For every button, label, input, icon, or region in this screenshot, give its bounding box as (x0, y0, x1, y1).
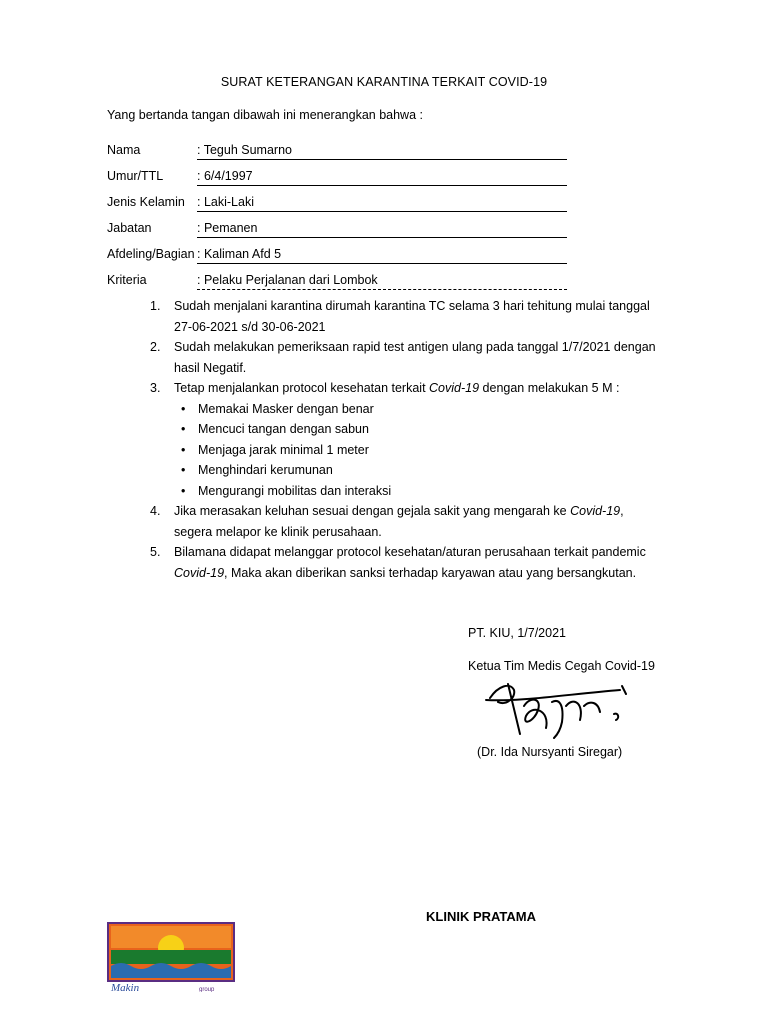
list-item (150, 501, 665, 542)
bullet-text: Mengurangi mobilitas dan interaksi (198, 483, 392, 498)
field-value: : Teguh Sumarno (197, 143, 567, 160)
field-label: Jenis Kelamin (107, 195, 185, 209)
signer-position: Ketua Tim Medis Cegah Covid-19 (468, 659, 655, 673)
intro-text: Yang bertanda tangan dibawah ini menerangkan bahwa : (107, 108, 423, 122)
item-text: Sudah menjalani karantina dirumah karantina TC selama 3 hari tehitung mulai tanggal 27-06-2021 s/d 30-06-2021 (174, 299, 650, 334)
list-item (150, 296, 665, 337)
bullet-icon: • (181, 463, 186, 477)
signature-image (480, 676, 640, 742)
list-item (150, 378, 665, 399)
item-text: Sudah melakukan pemeriksaan rapid test antigen ulang pada tanggal 1/7/2021 dengan hasil Negatif. (174, 340, 656, 375)
field-label: Afdeling/Bagian (107, 247, 195, 261)
item-text-post: , Maka akan diberikan sanksi terhadap karyawan atau yang bersangkutan. (224, 565, 637, 580)
field-value: : 6/4/1997 (197, 169, 567, 186)
bullet-item (150, 460, 665, 481)
field-label: Nama (107, 143, 141, 157)
list-item (150, 542, 665, 583)
bullet-text: Menghindari kerumunan (198, 463, 333, 477)
item-text-pre: Tetap menjalankan protocol kesehatan terkait (174, 381, 430, 395)
item-number: 3. (150, 381, 161, 395)
logo-subtext: group (199, 987, 215, 992)
bullet-icon: • (181, 422, 186, 436)
item-text-covid: Covid-19 (429, 381, 480, 395)
field-value: : Pemanen (197, 221, 567, 238)
item-text-post: dengan melakukan 5 M : (479, 381, 620, 395)
item-text-covid: Covid-19 (570, 504, 621, 518)
field-value: : Kaliman Afd 5 (197, 247, 567, 264)
bullet-text: Memakai Masker dengan benar (198, 401, 374, 416)
document-title: SURAT KETERANGAN KARANTINA TERKAIT COVID-19 (220, 75, 548, 89)
bullet-item (150, 481, 665, 502)
bullet-text: Menjaga jarak minimal 1 meter (198, 442, 369, 457)
company-logo (107, 922, 235, 992)
item-text-post: , segera melapor ke klinik perusahaan. (174, 504, 624, 539)
bullet-icon: • (181, 401, 186, 416)
field-label: Kriteria (107, 273, 147, 287)
numbered-list (150, 296, 665, 583)
signer-name: (Dr. Ida Nursyanti Siregar) (477, 745, 623, 759)
item-text-covid: Covid-19 (174, 565, 225, 580)
item-text-pre: Bilamana didapat melanggar protocol kesehatan/aturan perusahaan terkait pandemic (174, 545, 646, 559)
bullet-text: Mencuci tangan dengan sabun (198, 422, 369, 436)
item-text-pre: Jika merasakan keluhan sesuai dengan gejala sakit yang mengarah ke (174, 504, 571, 518)
field-label: Jabatan (107, 221, 152, 235)
bullet-item (150, 419, 665, 440)
field-label: Umur/TTL (107, 169, 164, 183)
item-number: 4. (150, 504, 161, 518)
list-item (150, 337, 665, 378)
logo-text: Makin (111, 982, 140, 992)
field-value: : Pelaku Perjalanan dari Lombok (197, 273, 567, 290)
bullet-item (150, 440, 665, 461)
logo-ground (111, 950, 231, 964)
klinik-title: KLINIK PRATAMA (426, 909, 537, 924)
item-number: 1. (150, 299, 161, 313)
bullet-item (150, 399, 665, 420)
bullet-icon: • (181, 483, 186, 498)
bullet-icon: • (181, 442, 186, 457)
item-number: 5. (150, 545, 161, 559)
place-date: PT. KIU, 1/7/2021 (468, 626, 566, 640)
field-value: : Laki-Laki (197, 195, 567, 212)
item-number: 2. (150, 340, 161, 354)
